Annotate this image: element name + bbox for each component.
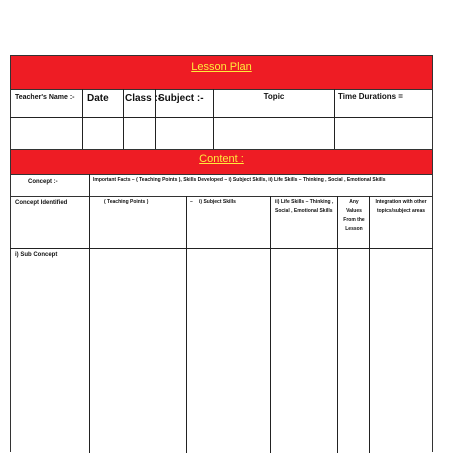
life-skills-header: ii) Life Skills – Thinking , Social , Emotional Skills [275, 199, 334, 214]
header-row-divider [10, 117, 433, 118]
subject-skills-header: i) Subject Skills [199, 199, 236, 205]
concept-row-divider [89, 174, 90, 197]
date-label: Date [87, 93, 109, 104]
content-title: Content : [199, 153, 244, 165]
concept-identified-header: Concept Identified [15, 200, 68, 206]
teachers-name-label: Teacher's Name :- [15, 94, 75, 101]
lesson-plan-title: Lesson Plan [191, 61, 252, 73]
time-durations-label: Time Durations = [338, 92, 403, 101]
main-grid-col-divider [270, 196, 271, 453]
topic-label: Topic [263, 92, 285, 101]
main-grid-col-divider [89, 196, 90, 453]
lesson-plan-banner [10, 55, 433, 90]
content-banner [10, 149, 433, 175]
any-values-header: Any Values From the Lesson [343, 199, 365, 232]
main-grid-col-divider [186, 196, 187, 453]
dash-separator: – [190, 199, 193, 205]
teaching-points-header: ( Teaching Points ) [104, 199, 149, 205]
integration-header: Integration with other topics/subject areas [375, 199, 427, 214]
main-grid-col-divider [337, 196, 338, 453]
class-label: Class :- [125, 93, 162, 104]
header-col-divider [334, 89, 335, 150]
concept-description: Important Facts – ( Teaching Points ), Skills Developed – i) Subject Skills, ii) Life Skills – Thinking , Social , Emotional Skills [93, 177, 386, 183]
header-col-divider [82, 89, 83, 150]
main-grid-col-divider [369, 196, 370, 453]
header-col-divider [123, 89, 124, 150]
subject-label: Subject :- [158, 93, 204, 104]
concept-label: Concept :- [28, 179, 58, 185]
sub-concept-label: i) Sub Concept [15, 252, 58, 258]
